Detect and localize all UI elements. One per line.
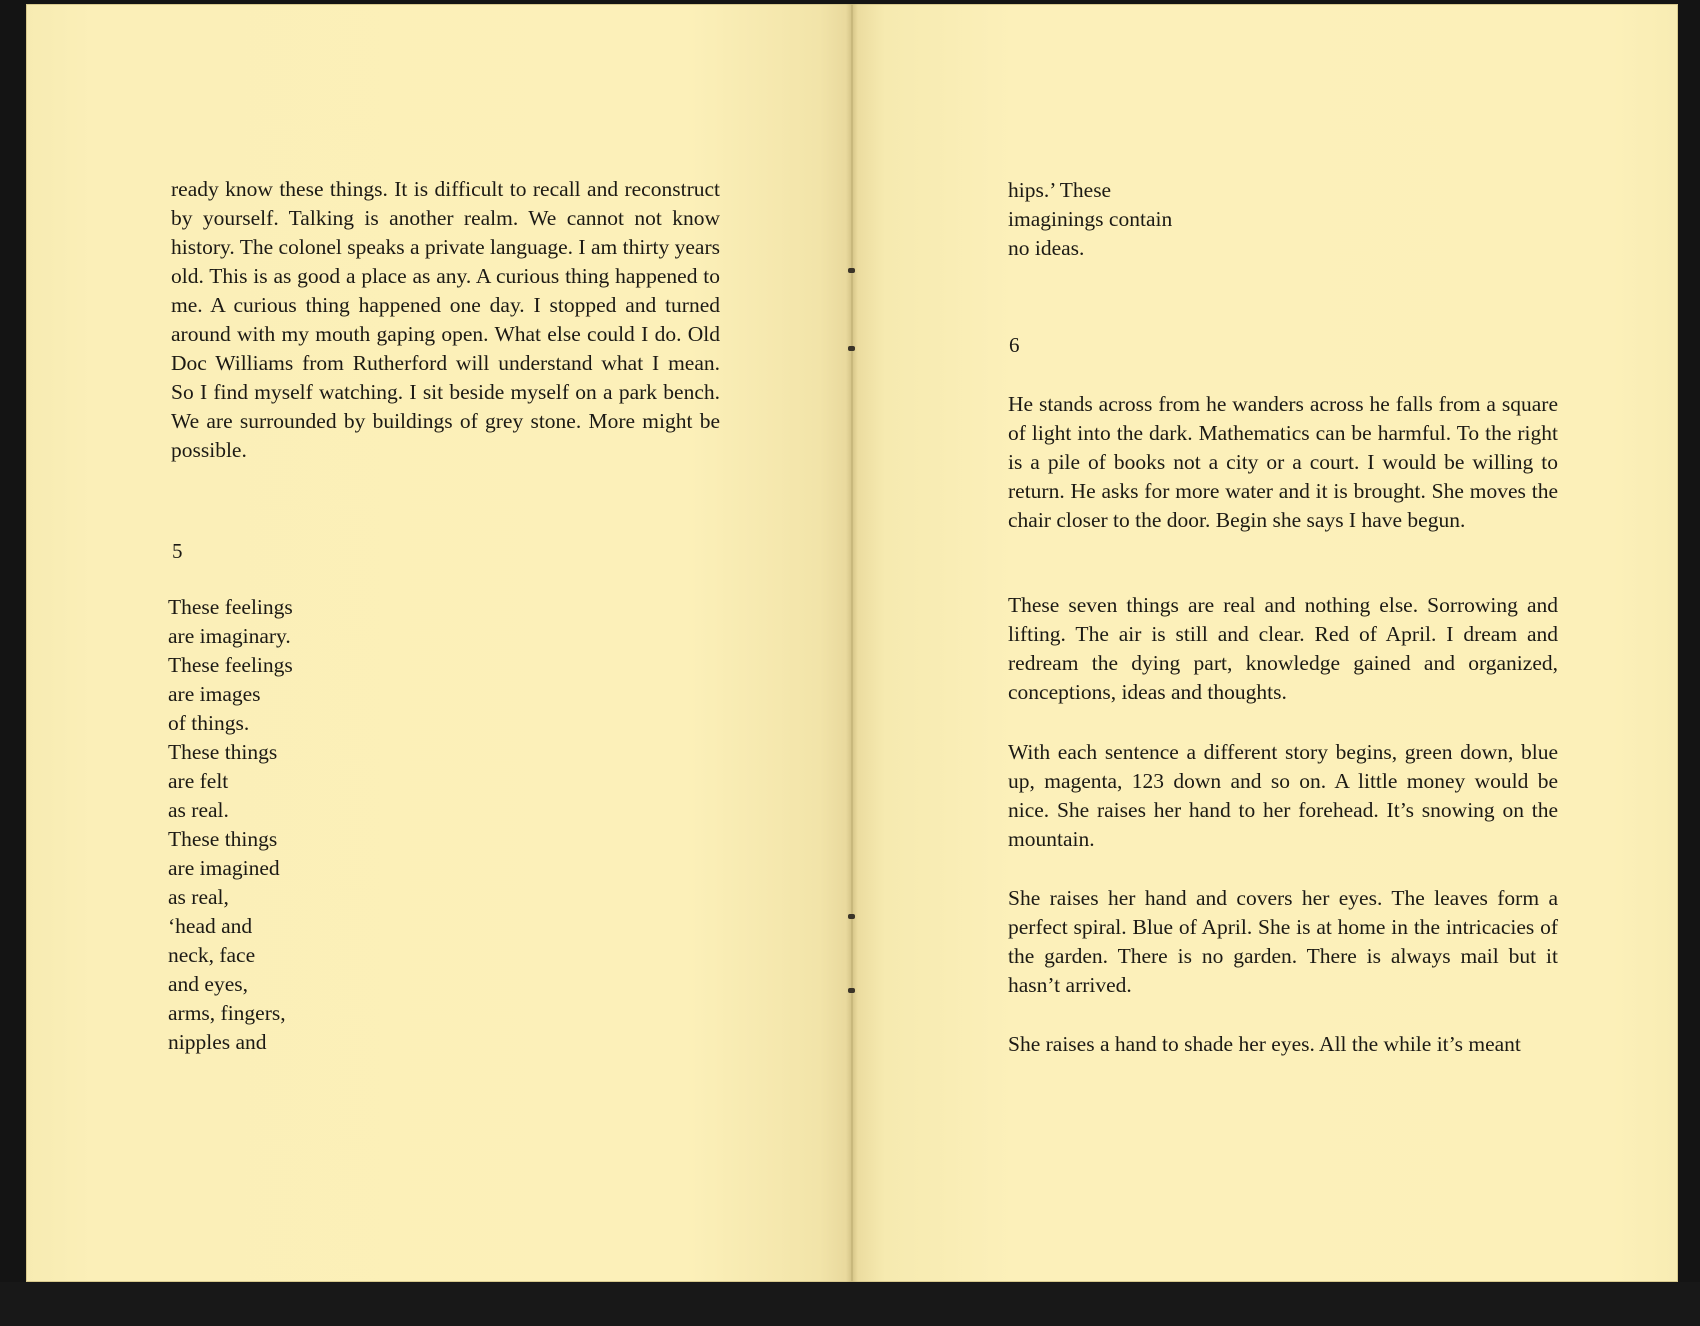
verse-line: are imaginary. — [168, 624, 291, 648]
binding-stitch — [848, 346, 855, 351]
right-paragraph-1 — [1008, 390, 1558, 535]
verse-line: These things — [168, 827, 278, 851]
prose-paragraph: These seven things are real and nothing else. Sorrowing and lifting. The air is still and clear. Red of April. I dream and redream the dying part, knowledge gained and organized, conceptions, ideas and thoughts. — [1008, 593, 1558, 704]
verse-line: arms, fingers, — [168, 1001, 286, 1025]
open-book — [26, 4, 1678, 1282]
left-page — [26, 4, 852, 1282]
right-paragraph-4 — [1008, 884, 1558, 1000]
verse-line: These feelings — [168, 595, 293, 619]
verse-line: are images — [168, 682, 261, 706]
table-surface — [0, 1282, 1700, 1326]
left-verse-block — [168, 593, 408, 1057]
verse-line: and eyes, — [168, 972, 248, 996]
verse-line: are felt — [168, 769, 229, 793]
prose-paragraph: She raises her hand and covers her eyes. The leaves form a perfect spiral. Blue of April. She is at home in the intricacies of the garden. There is no garden. There is always mail but it hasn’t arrived. — [1008, 886, 1558, 997]
verse-line: no ideas. — [1008, 236, 1085, 260]
verse-line: ‘head and — [168, 914, 253, 938]
verse-line: as real. — [168, 798, 229, 822]
book-gutter — [846, 4, 858, 1282]
verse-line: are imagined — [168, 856, 280, 880]
verse-line: These feelings — [168, 653, 293, 677]
right-verse-block — [1008, 176, 1268, 263]
binding-stitch — [848, 914, 855, 919]
binding-stitch — [848, 988, 855, 993]
verse-line: of things. — [168, 711, 250, 735]
section-number-5: 5 — [172, 539, 183, 563]
verse-line: neck, face — [168, 943, 256, 967]
left-prose-block — [171, 175, 720, 465]
verse-line: hips.’ These — [1008, 178, 1112, 202]
verse-line: These things — [168, 740, 278, 764]
left-prose-paragraph: ready know these things. It is difficult to recall and reconstruct by yourself. Talking is another realm. We cannot not know history. The colonel speaks a private language. I am thirty years old. This is as good a place as any. A curious thing happened to me. A curious thing happened one day. I stopped and turned around with my mouth gaping open. What else could I do. Old Doc Williams from Rutherford will understand what I mean. So I find myself watching. I sit beside myself on a park bench. We are surrounded by buildings of grey stone. More might be possible. — [171, 177, 720, 462]
prose-paragraph: With each sentence a different story begins, green down, blue up, magenta, 123 down and so on. A little money would be nice. She raises her hand to her forehead. It’s snowing on the mountain. — [1008, 740, 1558, 851]
right-paragraph-3 — [1008, 738, 1558, 854]
verse-line: as real, — [168, 885, 229, 909]
section-number-6: 6 — [1009, 333, 1020, 357]
prose-paragraph: He stands across from he wanders across he falls from a square of light into the dark. Mathematics can be harmful. To the right is a pile of books not a city or a court. I would be willing to return. He asks for more water and it is brought. She moves the chair closer to the door. Begin she says I have begun. — [1008, 392, 1558, 532]
right-paragraph-5 — [1008, 1030, 1558, 1059]
right-page — [852, 4, 1678, 1282]
binding-stitch — [848, 268, 855, 273]
right-paragraph-2 — [1008, 591, 1558, 707]
verse-line: nipples and — [168, 1030, 267, 1054]
verse-line: imaginings contain — [1008, 207, 1173, 231]
prose-paragraph: She raises a hand to shade her eyes. All the while it’s meant — [1008, 1032, 1521, 1056]
